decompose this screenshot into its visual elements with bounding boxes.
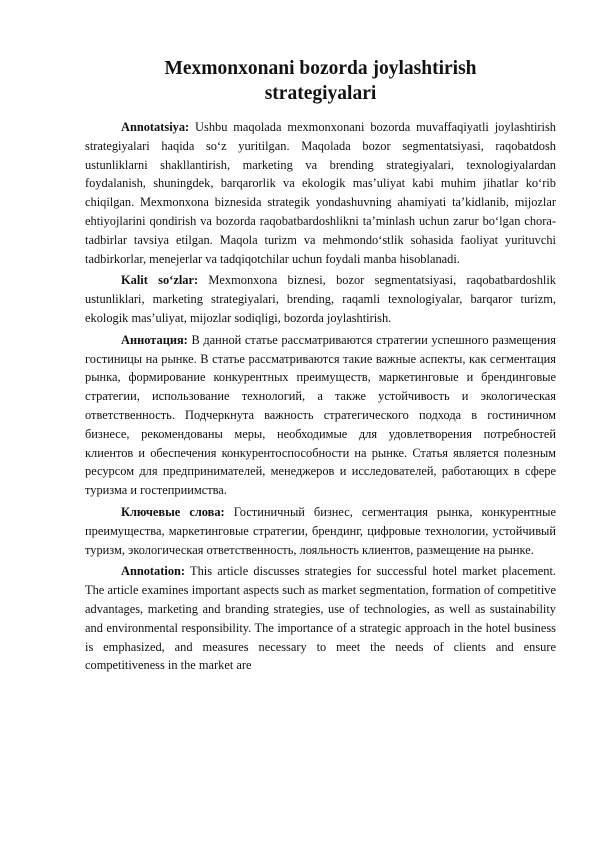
keywords-ru-text: Гостиничный бизнес, сегментация рынка, конкурентные преимущества, маркетинговые стратегии, брендинг, цифровые технологии, устойчивый туризм, экологическая ответственность, лояльность клиентов, размещение на рынке. <box>85 504 556 557</box>
paper-title-line-2: strategiyalari <box>264 83 377 104</box>
annotation-uz-label: Annotatsiya: <box>121 120 190 134</box>
annotation-uz <box>85 118 556 268</box>
annotation-en-label: Annotation: <box>121 564 186 579</box>
keywords-ru-label: Ключевые слова: <box>121 504 225 519</box>
annotation-ru <box>85 331 556 500</box>
annotation-en <box>85 562 556 675</box>
keywords-uz-label: Kalit so‘zlar: <box>121 273 199 288</box>
annotation-uz-text: Ushbu maqolada mexmonxonani bozorda muvaffaqiyatli joylashtirish strategiyalari haqida so‘z yuritilgan. Maqolada bozor segmentatsiyasi, raqobatdosh ustunliklarni shakllantirish, marketing va brending strategiyalari, texnologiyalardan foydalanish, shuningdek, barqarorlik va ekologik mas’uliyat kabi muhim jihatlar ko‘rib chiqilgan. Mexmonxona biznesida strategik yondashuvning ahamiyati ta’kidlanib, mijozlar ehtiyojlarini qondirish va bozorda raqobatbardoshlikni ta’minlash uchun zarur bo‘lgan chora-tadbirlar tavsiya etilgan. Maqola turizm va mehmondo‘stlik sohasida faoliyat yurituvchi tadbirkorlar, menejerlar va tadqiqotchilar uchun foydali manba hisoblanadi. <box>85 120 556 266</box>
annotation-ru-label: Аннотация: <box>121 332 188 347</box>
paper-title <box>85 56 556 106</box>
annotation-en-text: This article discusses strategies for successful hotel market placement. The article examines important aspects such as market segmentation, formation of competitive advantages, marketing and branding strategies, use of technologies, as well as sustainability and environmental responsibility. The importance of a strategic approach in the hotel business is emphasized, and measures necessary to meet the needs of clients and ensure competitiveness in the market are <box>85 564 557 673</box>
annotation-ru-text: В данной статье рассматриваются стратегии успешного размещения гостиницы на рынке. В статье рассматриваются такие важные аспекты, как сегментация рынка, формирование конкурентных преимуществ, маркетинговые и брендинговые стратегии, использование технологий, а также устойчивость и экологическая ответственность. Подчеркнута важность стратегического подхода в гостиничном бизнесе, рекомендованы меры, необходимые для удовлетворения потребностей клиентов и обеспечения конкурентоспособности на рынке. Статья является полезным ресурсом для предпринимателей, менеджеров и исследователей, работающих в сфере туризма и гостеприимства. <box>85 332 556 498</box>
keywords-uz-text: Mexmonxona biznesi, bozor segmentatsiyasi, raqobatbardoshlik ustunliklari, marketing strategiyalari, brending, raqamli texnologiyalar, barqaror turizm, ekologik mas’uliyat, mijozlar sodiqligi, bozorda joylashtirish. <box>85 273 556 325</box>
keywords-ru <box>85 503 556 559</box>
paper-title-line-1: Mexmonxonani bozorda joylashtirish <box>164 58 477 79</box>
keywords-uz <box>85 271 556 327</box>
